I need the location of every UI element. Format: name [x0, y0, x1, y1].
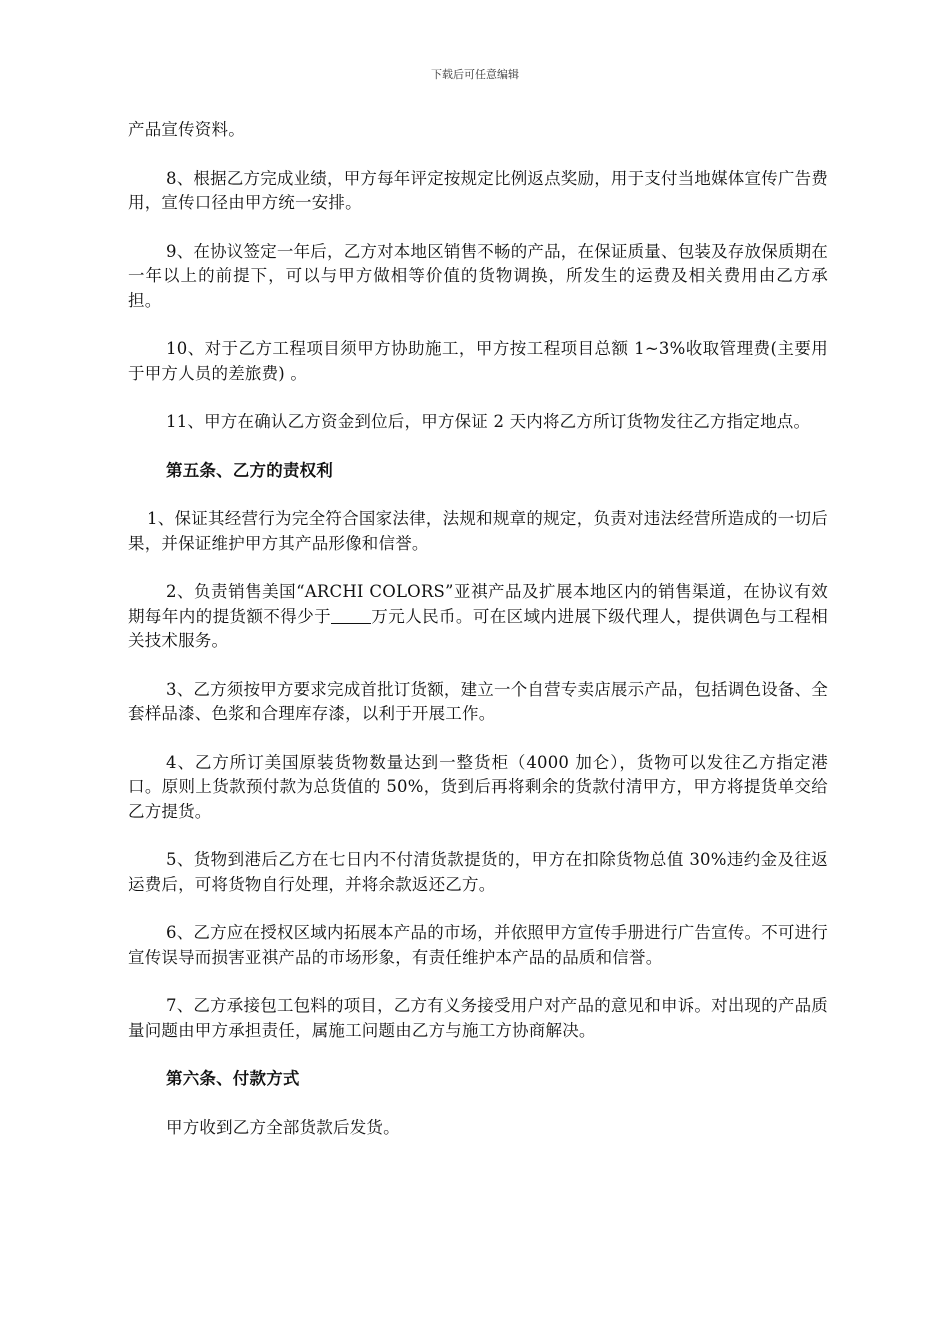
party-b-clause-2 [128, 580, 828, 654]
clause-8: 8、根据乙方完成业绩，甲方每年评定按规定比例返点奖励，用于支付当地媒体宣传广告费用，宣传口径由甲方统一安排。 [128, 168, 828, 212]
clause-9: 9、在协议签定一年后，乙方对本地区销售不畅的产品，在保证质量、包装及存放保质期在一年以上的前提下，可以与甲方做相等价值的货物调换，所发生的运费及相关费用由乙方承担。 [128, 241, 828, 310]
section-heading-6: 第六条、付款方式 [166, 1069, 300, 1088]
clause-2-text-after: 万元人民币。可在区域内进展下级代理人，提供调色与工程相关技术服务。 [128, 606, 828, 650]
party-b-clause-5: 5、货物到港后乙方在七日内不付清货款提货的，甲方在扣除货物总值 30%违约金及往返运费后，可将货物自行处理，并将余款返还乙方。 [128, 850, 828, 894]
section-heading-5: 第五条、乙方的责权利 [166, 460, 333, 480]
party-b-clause-6: 6、乙方应在授权区域内拓展本产品的市场，并依照甲方宣传手册进行广告宣传。不可进行宣传误导而损害亚祺产品的市场形象，有责任维护本产品的品质和信誉。 [128, 923, 828, 967]
document-body [128, 118, 828, 1164]
paragraph-continuation: 产品宣传资料。 [128, 120, 245, 139]
party-b-clause-4: 4、乙方所订美国原装货物数量达到一整货柜（4000 加仑），货物可以发往乙方指定港口。原则上货款预付款为总货值的 50%，货到后再将剩余的货款付清甲方，甲方将提货单交给乙方提货。 [128, 752, 828, 821]
clause-11: 11、甲方在确认乙方资金到位后，甲方保证 2 天内将乙方所订货物发往乙方指定地点。 [166, 412, 811, 431]
party-b-clause-7: 7、乙方承接包工包料的项目，乙方有义务接受用户对产品的意见和申诉。对出现的产品质量问题由甲方承担责任，属施工问题由乙方与施工方协商解决。 [128, 996, 828, 1040]
party-b-clause-1: 1、保证其经营行为完全符合国家法律，法规和规章的规定，负责对违法经营所造成的一切后果，并保证维护甲方其产品形像和信誉。 [128, 509, 828, 553]
payment-clause: 甲方收到乙方全部货款后发货。 [166, 1117, 400, 1137]
amount-blank-field [331, 607, 371, 624]
party-b-clause-3: 3、乙方须按甲方要求完成首批订货额，建立一个自营专卖店展示产品，包括调色设备、全套样品漆、色浆和合理库存漆，以利于开展工作。 [128, 679, 828, 723]
page-header: 下载后可任意编辑 [431, 68, 519, 81]
clause-10: 10、对于乙方工程项目须甲方协助施工，甲方按工程项目总额 1~3%收取管理费(主要用于甲方人员的差旅费) 。 [128, 339, 828, 383]
clause-2-text-before: 2、负责销售美国“ARCHI COLORS”亚祺产品及扩展本地区内的销售渠道，在协议有效期每年内的提货额不得少于 [128, 582, 828, 626]
